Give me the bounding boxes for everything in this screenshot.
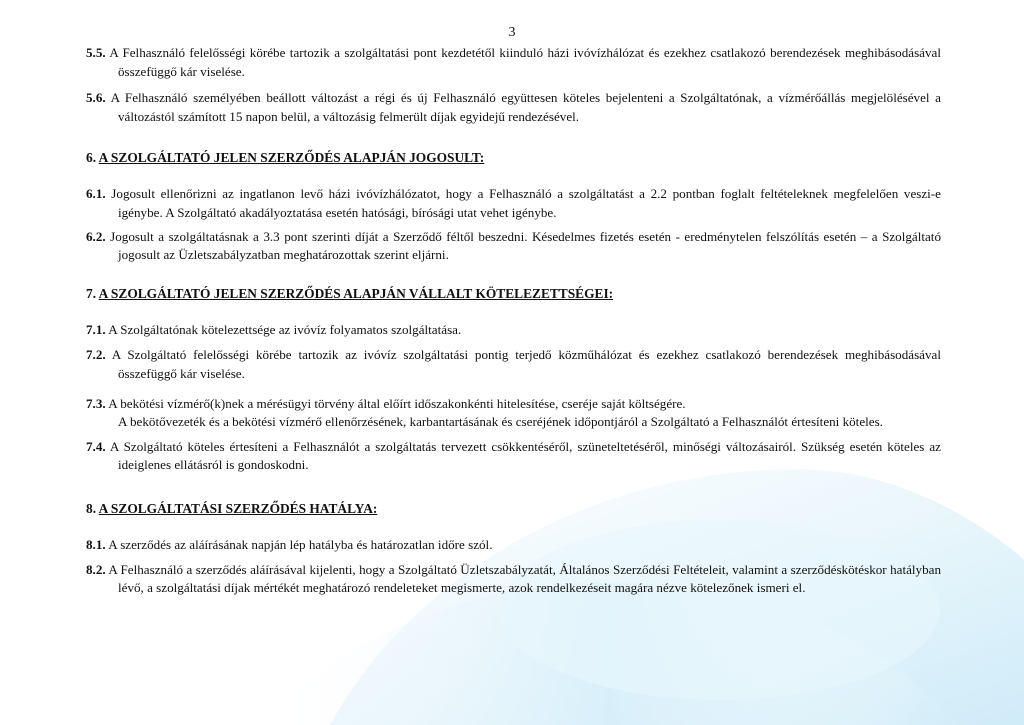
- heading-number: 7.: [86, 285, 97, 301]
- heading-number: 8.: [86, 500, 97, 516]
- section-5-6: [86, 89, 941, 126]
- heading-7: [86, 284, 941, 303]
- section-text: A Felhasználó a szerződés aláírásával kijelenti, hogy a Szolgáltató Üzletszabályzatát, Általános Szerződési Feltételeit, valamint a szerződéskötéskor hatályban lévő, a szolgáltatási díjak mértékét meghatározó rendeleteket megismerte, azok rendelkezéseit magára nézve kötelezőnek ismeri el.: [108, 561, 941, 596]
- heading-title: A SZOLGÁLTATÓ JELEN SZERZŐDÉS ALAPJÁN VÁLLALT KÖTELEZETTSÉGEI:: [98, 285, 614, 301]
- section-number: 8.2.: [86, 561, 106, 577]
- heading-number: 6.: [86, 150, 97, 166]
- section-number: 5.5.: [86, 45, 106, 60]
- section-number: 8.1.: [86, 536, 106, 552]
- section-5-5: [86, 44, 941, 81]
- section-text: Jogosult ellenőrizni az ingatlanon levő házi ivóvízhálózatot, hogy a Felhasználó a szolgáltatást a 2.2 pontban foglalt feltételeknek megfelelően veszi-e igénybe. A Szolgáltató akadályoztatása esetén hatósági, bírósági utat vehet igénybe.: [111, 186, 941, 220]
- heading-title: A SZOLGÁLTATÁSI SZERZŐDÉS HATÁLYA:: [98, 500, 378, 516]
- section-text: A szerződés az aláírásának napján lép hatályba és határozatlan időre szól.: [108, 536, 493, 552]
- section-text: A Szolgáltatónak kötelezettsége az ivóvíz folyamatos szolgáltatása.: [108, 321, 462, 337]
- section-number: 7.4.: [86, 438, 106, 454]
- section-6-1: [86, 185, 941, 222]
- heading-6: [86, 148, 941, 167]
- document-body: [86, 42, 941, 598]
- section-6-2: [86, 228, 941, 265]
- section-7-1: [86, 321, 941, 340]
- section-text: A Szolgáltató felelősségi körébe tartozik az ivóvíz szolgáltatási pontig terjedő közműhálózat és ezekhez csatlakozó berendezések meghibásodásával összefüggő kár viselése.: [111, 347, 941, 381]
- section-number: 7.2.: [86, 347, 106, 363]
- section-text-continued: A bekötővezeték és a bekötési vízmérő ellenőrzésének, karbantartásának és cseréjének időpontjáról a Szolgáltató a Felhasználót értesíteni köteles.: [118, 414, 883, 430]
- heading-8: [86, 499, 941, 518]
- section-text: A Felhasználó felelősségi körébe tartozik a szolgáltatási pont kezdetétől kiinduló házi ivóvízhálózat és ezekhez csatlakozó berendezések meghibásodásával összefüggő kár viselése.: [109, 45, 941, 79]
- section-8-2: [86, 561, 941, 598]
- section-number: 7.3.: [86, 395, 106, 411]
- section-number: 6.1.: [86, 186, 106, 202]
- section-number: 7.1.: [86, 321, 106, 337]
- heading-title: A SZOLGÁLTATÓ JELEN SZERZŐDÉS ALAPJÁN JOGOSULT:: [98, 150, 485, 166]
- section-text: A bekötési vízmérő(k)nek a mérésügyi törvény által előírt időszakonkénti hitelesítése, cseréje saját költségére.: [108, 395, 686, 411]
- section-number: 5.6.: [86, 90, 106, 106]
- section-7-3: [86, 395, 941, 432]
- section-number: 6.2.: [86, 228, 106, 244]
- section-text: Jogosult a szolgáltatásnak a 3.3 pont szerinti díját a Szerződő féltől beszedni. Késedelmes fizetés esetén - eredménytelen felszólítás esetén – a Szolgáltató jogosult az Üzletszabályzatban meghatározottak szerint eljárni.: [110, 228, 941, 263]
- page-number: 3: [508, 25, 516, 40]
- section-text: A Szolgáltató köteles értesíteni a Felhasználót a szolgáltatás tervezett csökkentéséről, szüneteltetéséről, minőségi változásairól. Szükség esetén köteles az ideiglenes ellátásról is gondoskodni.: [109, 438, 941, 473]
- section-8-1: [86, 536, 941, 555]
- section-7-2: [86, 346, 941, 383]
- section-text: A Felhasználó személyében beállott változást a régi és új Felhasználó együttesen köteles bejelenteni a Szolgáltatónak, a vízmérőállás megjelölésével a változástól számított 15 napon belül, a változásig felmerült díjak egyidejű rendezésével.: [110, 90, 941, 124]
- section-7-4: [86, 438, 941, 475]
